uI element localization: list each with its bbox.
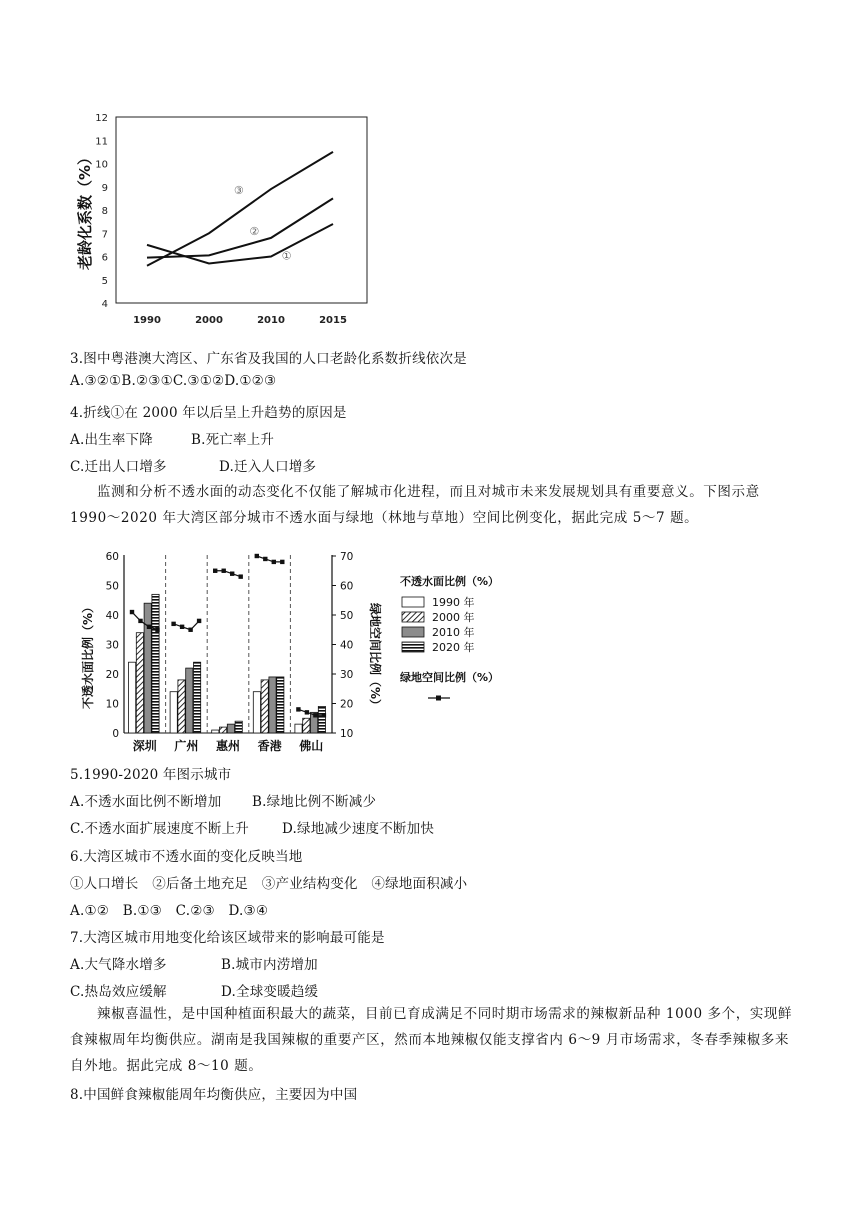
chart1-series-label: ① [281,249,292,263]
passage-impervious-surface: 监测和分析不透水面的动态变化不仅能了解城市化进程，而且对城市未来发展规划具有重要意义。下图示意 1990～2020 年大湾区部分城市不透水面与绿地（林地与草地）空间比例变化，据此完成 5～7 题。 [70,484,760,526]
chart1-series-line [147,198,333,257]
chart2-green-marker [313,713,317,717]
chart2-bar [194,662,201,733]
legend-swatch [402,642,424,652]
chart1-ytick-label: 5 [101,275,108,287]
impervious-greenspace-chart [70,545,530,755]
chart2-bar [261,680,268,733]
legend-year-label: 1990 年 [432,596,475,609]
chart1-series-label: ③ [233,184,244,198]
chart2-green-marker [130,610,134,614]
chart2-bar [220,727,227,733]
chart1-series-line [147,152,333,266]
question-7-option-d: D.全球变暖趋缓 [221,984,319,1000]
chart2-bar [212,730,219,733]
chart2-bar [318,706,325,733]
chart1-xtick-label: 2010 [257,315,285,326]
chart2-green-marker [171,622,175,626]
question-4-option-d: D.迁入人口增多 [219,459,317,475]
chart2-green-line [174,621,200,630]
question-4-option-c: C.迁出人口增多 [70,459,167,475]
chart2-left-tick-label: 30 [105,639,119,652]
chart2-green-marker [213,569,217,573]
chart1-ytick-label: 4 [101,299,108,310]
chart2-green-marker [305,710,309,714]
question-4-stem: 4.折线①在 2000 年以后呈上升趋势的原因是 [70,405,347,421]
chart2-bar [136,633,143,733]
chart2-right-ylabel: 绿地空间比例（%） [368,602,382,712]
legend-year-label: 2020 年 [432,641,475,654]
chart2-green-marker [263,557,267,561]
chart1-xtick-label: 2015 [319,315,347,326]
chart1-ytick-label: 11 [95,136,108,148]
chart2-green-marker [322,713,326,717]
chart2-green-marker [180,625,184,629]
legend-year-label: 2010 年 [432,626,475,639]
chart2-right-tick-label: 20 [340,698,354,711]
chart2-green-marker [222,569,226,573]
chart2-green-line [257,556,283,562]
chart2-bar [129,662,136,733]
chart2-bar [186,668,193,733]
question-5-option-c: C.不透水面扩展速度不断上升 [70,821,249,837]
chart2-left-tick-label: 40 [105,610,119,622]
chart1-xtick-label: 1990 [133,315,161,326]
chart2-city-label: 广州 [174,739,199,753]
chart2-right-tick-label: 40 [340,639,354,652]
question-8-stem: 8.中国鲜食辣椒能周年均衡供应，主要因为中国 [70,1087,358,1103]
chart1-ytick-label: 12 [95,113,108,124]
chart1-xtick-label: 2000 [195,315,223,326]
chart1-ytick-label: 10 [95,159,108,171]
chart2-green-marker [155,628,159,632]
chart2-bar [235,721,242,733]
chart2-right-tick-label: 50 [340,610,354,622]
legend-swatch [402,612,424,622]
chart2-green-marker [296,707,300,711]
chart1-series-label: ② [249,224,260,238]
legend-swatch [402,627,424,637]
chart2-right-tick-label: 70 [340,551,354,563]
chart1-ylabel: 老龄化系数（%） [76,149,94,271]
chart2-right-tick-label: 30 [340,669,354,681]
legend-bar-title: 不透水面比例（%） [400,575,500,588]
question-7-option-b: B.城市内涝增加 [221,957,318,973]
chart2-left-tick-label: 50 [105,580,119,593]
legend-line-title: 绿地空间比例（%） [400,671,500,684]
chart2-green-marker [188,628,192,632]
chart2-green-marker [272,560,276,564]
chart1-ytick-label: 6 [101,252,108,264]
question-5-stem: 5.1990-2020 年图示城市 [70,767,232,783]
question-3-stem: 3.图中粤港澳大湾区、广东省及我国的人口老龄化系数折线依次是 [70,351,467,367]
chart2-bar [269,677,276,733]
chart2-bar [277,677,284,733]
question-5-option-b: B.绿地比例不断减少 [252,794,377,810]
question-5-option-a: A.不透水面比例不断增加 [70,794,222,810]
chart2-bar [303,718,310,733]
chart2-green-line [215,571,241,577]
chart2-left-tick-label: 60 [105,551,119,563]
chart2-green-marker [239,574,243,578]
question-6-items: ①人口增长 ②后备土地充足 ③产业结构变化 ④绿地面积减小 [70,876,468,892]
chart2-green-marker [230,572,234,576]
chart2-green-marker [255,554,259,558]
chart2-green-marker [147,625,151,629]
aging-line-chart [70,105,380,335]
chart2-green-marker [197,619,201,623]
chart2-city-label: 佛山 [299,739,324,753]
question-4-option-a: A.出生率下降 [70,432,153,448]
chart2-left-tick-label: 0 [112,728,119,740]
chart2-bar [170,692,177,733]
legend-line-swatch [428,696,450,701]
chart2-city-label: 深圳 [132,739,157,753]
chart2-green-marker [280,560,284,564]
chart2-bar [144,603,151,733]
legend-swatch [402,597,424,607]
question-4-option-b: B.死亡率上升 [191,432,275,448]
chart2-left-tick-label: 10 [105,698,119,711]
question-5-option-d: D.绿地减少速度不断加快 [282,821,435,837]
question-7-stem: 7.大湾区城市用地变化给该区域带来的影响最可能是 [70,930,385,946]
chart2-bar [152,594,159,733]
chart2-left-ylabel: 不透水面比例（%） [81,600,95,710]
chart2-bar [227,724,234,733]
question-3-options: A.③②①B.②③①C.③①②D.①②③ [70,373,277,389]
legend-year-label: 2000 年 [432,611,475,624]
chart1-ytick-label: 7 [101,229,108,241]
chart2-bar [295,724,302,733]
question-6-stem: 6.大湾区城市不透水面的变化反映当地 [70,849,303,865]
chart2-city-label: 香港 [257,739,282,753]
chart2-city-label: 惠州 [215,739,241,753]
chart2-green-marker [138,619,142,623]
chart2-right-tick-label: 10 [340,728,354,740]
chart2-right-tick-label: 60 [340,580,354,593]
chart2-bar [253,692,260,733]
passage-pepper: 辣椒喜温性，是中国种植面积最大的蔬菜，目前已育成满足不同时期市场需求的辣椒新品种 1000 多个，实现鲜食辣椒周年均衡供应。湖南是我国辣椒的重要产区，然而本地辣椒仅能支撑省内 6～9 月市场需求，冬春季辣椒多来自外地。据此完成 8～10 题。 [70,1006,793,1074]
question-7-option-c: C.热岛效应缓解 [70,984,167,1000]
question-7-option-a: A.大气降水增多 [70,957,167,973]
chart2-left-tick-label: 20 [105,669,119,681]
chart1-ytick-label: 9 [101,182,108,194]
chart1-ytick-label: 8 [101,206,108,217]
chart2-bar [178,680,185,733]
question-6-options: A.①② B.①③ C.②③ D.③④ [70,903,269,919]
